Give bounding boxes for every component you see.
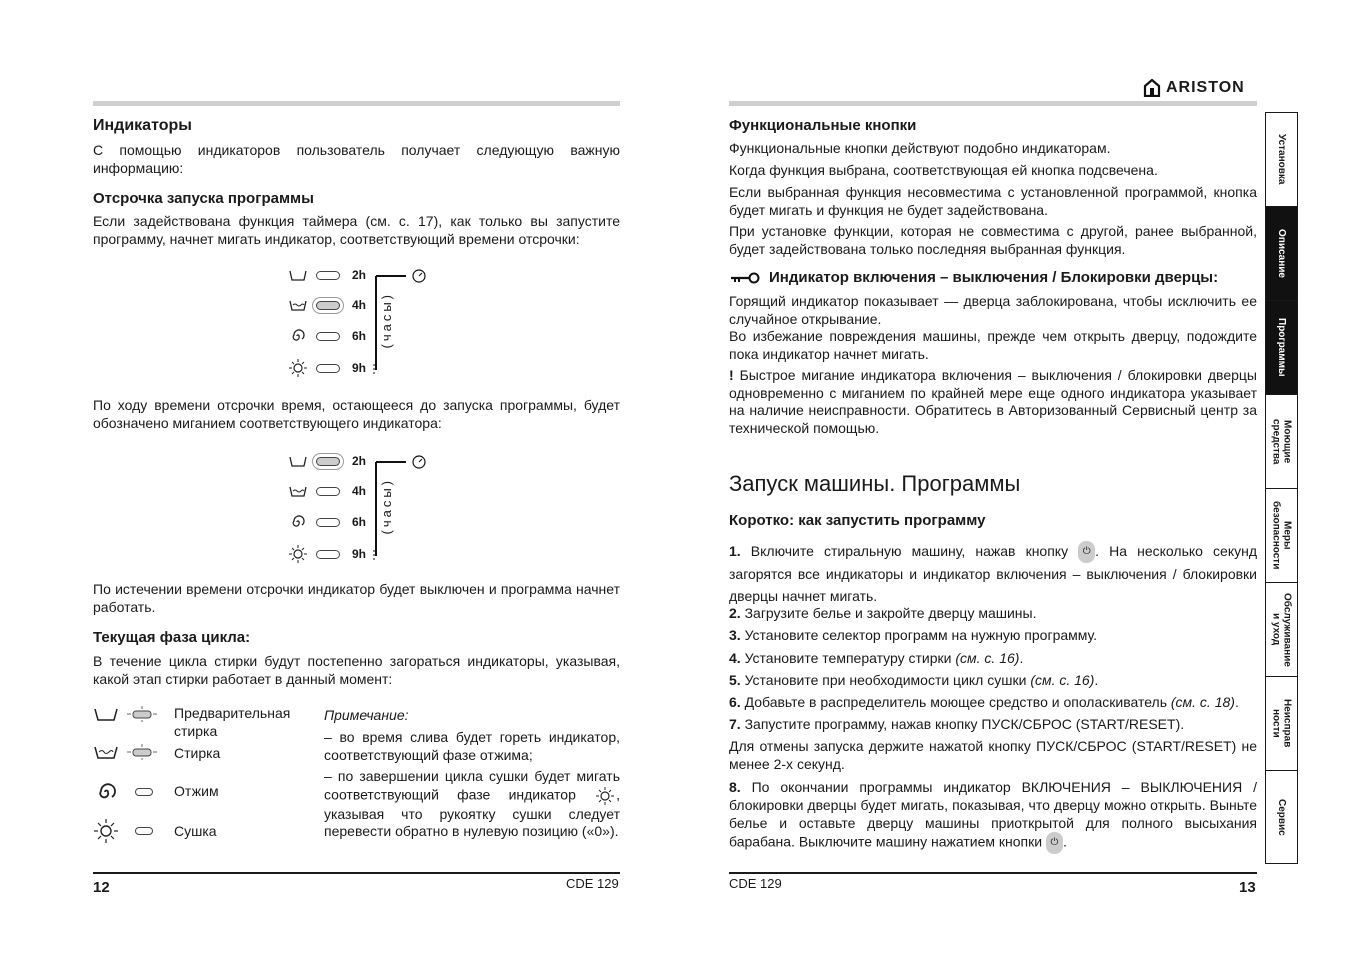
step-2: 2. Загрузите белье и закройте дверцу машины.: [729, 605, 1037, 621]
phase-item: [93, 818, 153, 844]
hour-2h: 2h: [352, 454, 367, 468]
progress-text: По ходу времени отсрочки время, остающееся до запуска программы, будет обозначено миганием соответствующего индикатора:: [93, 397, 620, 431]
main-title: Запуск машины. Программы: [729, 471, 1021, 496]
note-title: Примечание:: [324, 707, 409, 723]
step-5-ref: (см. с. 16): [1030, 672, 1095, 688]
indicators-title: Индикаторы: [93, 117, 192, 134]
step-6-ref: (см. с. 18): [1170, 694, 1235, 710]
short-title: Коротко: как запустить программу: [729, 512, 986, 529]
indicator-9h: [316, 550, 340, 559]
blinking-indicator-icon: [127, 706, 157, 722]
lock-p1: Горящий индикатор показывает — дверца заблокирована, чтобы исключить ее случайное открывание.: [729, 293, 1257, 327]
dry-icon: [288, 544, 308, 564]
phase-label-prewash: Предварительная стирка: [174, 705, 291, 739]
spin-icon: [93, 780, 119, 804]
tab-troubleshooting[interactable]: [1266, 677, 1297, 771]
step-4: 4. Установите температуру стирки (см. с. 16).: [729, 650, 1024, 666]
step-7: 7. Запустите программу, нажав кнопку ПУСК/СБРОС (START/RESET).: [729, 716, 1185, 732]
phase-label-dry: Сушка: [174, 823, 217, 839]
step-6: 6. Добавьте в распределитель моющее средство и ополаскиватель (см. с. 18).: [729, 694, 1239, 710]
hour-4h: 4h: [352, 484, 367, 498]
delay-title: Отсрочка запуска программы: [93, 190, 314, 207]
left-top-rule: [93, 101, 620, 106]
indicator-2h-blinking: [316, 457, 340, 466]
hour-6h: 6h: [352, 329, 367, 343]
indicator-spin: [135, 788, 153, 796]
phase-title: Текущая фаза цикла:: [93, 629, 251, 646]
step-4-ref: (см. с. 16): [955, 650, 1020, 666]
indicator-2h: [316, 271, 340, 280]
phase-text: В течение цикла стирки будут постепенно загораться индикаторы, указывая, какой этап стирки работает в данный момент:: [93, 653, 620, 687]
note-2-text: – по завершении цикла сушки будет мигать соответствующий фазе индикатор: [324, 768, 620, 803]
step-8: 8. По окончании программы индикатор ВКЛЮЧЕНИЯ – ВЫКЛЮЧЕНИЯ / блокировки дверцы будет мигать, показывая, что дверцу можно открыть. Выньте белье и оставьте дверцу машины приоткрытой для полного высыхания барабана. Выключите машину нажатием кнопки ⏻ .: [729, 778, 1257, 854]
page-number-right: 13: [1239, 879, 1256, 896]
indicator-6h: [316, 332, 340, 341]
phase-label-spin: Отжим: [174, 783, 219, 799]
blinking-indicator-icon: [127, 744, 157, 760]
delay-diagram-2: [283, 450, 443, 570]
tab-label: Меры безопасности: [1270, 501, 1293, 570]
phase-list: [93, 702, 318, 852]
indicator-9h: [316, 364, 340, 373]
func-p2: Когда функция выбрана, соответствующая ей кнопка подсвечена.: [729, 162, 1158, 178]
tab-label: Неисправ ности: [1270, 699, 1293, 748]
section-tabs: [1265, 112, 1298, 864]
step-1-text: Включите стиральную машину, нажав кнопку: [750, 543, 1069, 559]
note-2: [324, 768, 620, 841]
lock-title: Индикатор включения – выключения / Блокировки дверцы:: [769, 269, 1219, 286]
left-footer-rule: [93, 872, 620, 874]
spin-icon: [288, 514, 308, 530]
hour-9h: 9h: [352, 361, 367, 375]
indicator-6h: [316, 518, 340, 527]
note-1: – во время слива будет гореть индикатор, соответствующий фазе отжима;: [324, 729, 620, 763]
hours-label: (часы): [379, 292, 394, 349]
step-1: 1. Включите стиральную машину, нажав кнопку ⏻ . На несколько секунд загорятся все индикаторы и индикатор включения – выключения / блокировки дверцы начнет мигать.: [729, 543, 1258, 605]
step-3: 3. Установите селектор программ на нужную программу.: [729, 627, 1098, 643]
lock-p2: Во избежание повреждения машины, прежде чем открыть дверцу, подождите пока индикатор начнет мигать.: [729, 328, 1257, 362]
phase-label-wash: Стирка: [174, 745, 221, 761]
lock-heading: [729, 269, 1218, 286]
indicator-4h-blinking: [316, 301, 340, 310]
step-5-text: Установите при необходимости цикл сушки: [744, 672, 1027, 688]
right-footer-rule: [729, 872, 1257, 874]
func-p1: Функциональные кнопки действуют подобно индикаторам.: [729, 140, 1111, 156]
cancel-text: Для отмены запуска держите нажатой кнопку ПУСК/СБРОС (START/RESET) не менее 2-х секунд.: [729, 738, 1257, 772]
tab-label: Сервис: [1276, 798, 1287, 836]
tab-label: Обслуживание и уход: [1270, 592, 1293, 667]
step-6-text: Добавьте в распределитель моющее средство и ополаскиватель: [744, 694, 1167, 710]
dry-icon: [93, 818, 119, 844]
tab-safety[interactable]: [1266, 489, 1297, 583]
wash-icon: [288, 298, 308, 312]
indicators-intro: С помощью индикаторов пользователь получает следующую важную информацию:: [93, 142, 620, 176]
step-7-text: Запустите программу, нажав кнопку ПУСК/СБРОС (START/RESET).: [744, 716, 1185, 732]
func-buttons-title: Функциональные кнопки: [729, 117, 917, 134]
tab-programs[interactable]: [1266, 301, 1297, 395]
indicator-dry: [135, 827, 153, 835]
func-p3: Если выбранная функция несовместима с установленной программой, кнопка будет мигать и функция не будет задействована.: [729, 184, 1257, 218]
delay-text: Если задействована функция таймера (см. с. 17), как только вы запустите программу, начнет мигать индикатор, соответствующий времени отсрочки:: [93, 213, 620, 247]
brand-name: ARISTON: [1166, 79, 1245, 96]
phase-item: [93, 780, 153, 804]
indicator-4h: [316, 487, 340, 496]
wash-icon: [288, 484, 308, 498]
tab-label: Моющие средства: [1270, 418, 1293, 465]
tab-description[interactable]: [1266, 207, 1297, 301]
ariston-logo: [1143, 79, 1245, 97]
power-button-icon: ⏻: [1078, 541, 1095, 563]
hour-6h: 6h: [352, 515, 367, 529]
hour-2h: 2h: [352, 268, 367, 282]
tab-installation[interactable]: [1266, 113, 1297, 207]
step-4-text: Установите температуру стирки: [744, 650, 952, 666]
tab-label: Установка: [1276, 134, 1287, 185]
note-2-text-end: , указывая что рукоятку сушки следует перевести обратно в нулевую позицию («0»).: [324, 786, 620, 839]
prewash-icon: [288, 268, 308, 282]
right-top-rule: [729, 101, 1257, 106]
step-2-text: Загрузите белье и закройте дверцу машины.: [744, 605, 1037, 621]
end-text: По истечении времени отсрочки индикатор будет выключен и программа начнет работать.: [93, 581, 620, 615]
func-p4: При установке функции, которая не совместима с другой, ранее выбранной, будет задействована только последняя выбранная функция.: [729, 223, 1257, 257]
phase-item: [93, 706, 157, 722]
hours-label: (часы): [379, 478, 394, 535]
tab-detergents[interactable]: [1266, 395, 1297, 489]
spin-icon: [288, 328, 308, 344]
tab-label: Описание: [1276, 229, 1287, 278]
lock-p3-text: Быстрое мигание индикатора включения – выключения / блокировки дверцы одновременно с миганием по крайней мере еще одного индикатора указывает на наличие неисправности. Обратитесь в Авторизованный Сервисный центр за технической помощью.: [729, 367, 1257, 436]
tab-service[interactable]: [1266, 771, 1297, 863]
step-1-text-end: . На несколько секунд загорятся все индикаторы и индикатор включения – выключения / блокировки дверцы начнет мигать.: [729, 543, 1258, 605]
delay-diagram-1: [283, 264, 443, 384]
prewash-icon: [93, 706, 119, 722]
hour-9h: 9h: [352, 547, 367, 561]
step-3-text: Установите селектор программ на нужную программу.: [744, 627, 1098, 643]
phase-item: [93, 744, 157, 760]
dry-icon: [594, 786, 616, 806]
wash-icon: [93, 744, 119, 760]
power-button-icon: ⏻: [1046, 832, 1063, 854]
dry-icon: [288, 358, 308, 378]
lock-p3: ! Быстрое мигание индикатора включения – выключения / блокировки дверцы одновременно с миганием по крайней мере еще одного индикатора указывает на наличие неисправности. Обратитесь в Авторизованный Сервисный центр за технической помощью.: [729, 367, 1257, 436]
hour-4h: 4h: [352, 298, 367, 312]
tab-label: Программы: [1276, 318, 1287, 377]
tab-maintenance[interactable]: [1266, 583, 1297, 677]
prewash-icon: [288, 454, 308, 468]
model-left: CDE 129: [566, 876, 619, 891]
step-8-text: По окончании программы индикатор ВКЛЮЧЕНИЯ – ВЫКЛЮЧЕНИЯ / блокировки дверцы будет мигать, показывая, что дверцу можно открыть. Выньте белье и оставьте дверцу машины приоткрытой для полного высыхания барабана. Выключите машину нажатием кнопки: [729, 779, 1258, 850]
model-right: CDE 129: [729, 876, 782, 891]
step-5: 5. Установите при необходимости цикл сушки (см. с. 16).: [729, 672, 1099, 688]
house-logo-icon: [1143, 79, 1161, 97]
page-number-left: 12: [93, 879, 110, 896]
key-icon: [729, 271, 761, 285]
